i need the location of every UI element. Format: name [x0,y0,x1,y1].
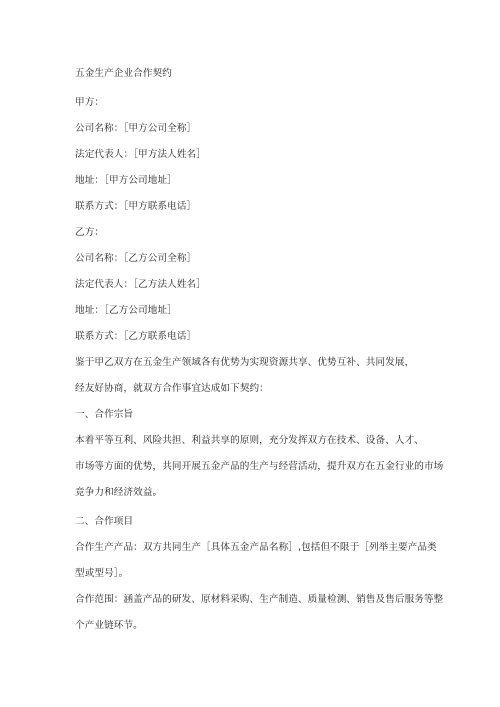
section-1-line-2: 市场等方面的优势，共同开展五金产品的生产与经营活动，提升双方在五金行业的市场 [75,461,444,472]
section-2-heading: 二、合作项目 [75,516,134,527]
party-b-heading: 乙方： [75,227,105,238]
party-b-address: 地址：［乙方公司地址］ [75,305,177,316]
section-2-products-line-2: 型或型号］。 [75,568,129,579]
party-a-address: 地址：［甲方公司地址］ [75,175,177,186]
section-2-scope-line-2: 个产业链环节。 [75,620,143,631]
section-1-line-3: 竞争力和经济效益。 [75,487,163,498]
party-b-legal-rep: 法定代表人：［乙方法人姓名］ [75,279,206,290]
party-a-heading: 甲方： [75,97,105,108]
section-1-line-1: 本着平等互利、风险共担、利益共享的原则，充分发挥双方在技术、设备、人才、 [75,435,424,446]
party-a-company-name: 公司名称：［甲方公司全称］ [75,123,197,134]
party-a-contact: 联系方式：［甲方联系电话］ [75,201,197,212]
party-b-contact: 联系方式：［乙方联系电话］ [75,331,197,342]
section-2-products-line-1: 合作生产产品：双方共同生产［具体五金产品名称］,包括但不限于［列举主要产品类 [75,542,437,553]
section-1-heading: 一、合作宗旨 [75,409,134,420]
preamble-line-1: 鉴于甲乙双方在五金生产领域各有优势为实现资源共享、优势互补、共同发展， [75,357,415,368]
party-a-legal-rep: 法定代表人：［甲方法人姓名］ [75,149,206,160]
section-2-scope-line-1: 合作范围：涵盖产品的研发、原材料采购、生产制造、质量检测、销售及售后服务等整 [75,594,444,605]
party-b-company-name: 公司名称：［乙方公司全称］ [75,253,197,264]
document-title: 五金生产企业合作契约 [75,68,172,79]
preamble-line-2: 经友好协商，就双方合作事宜达成如下契约： [75,383,269,394]
